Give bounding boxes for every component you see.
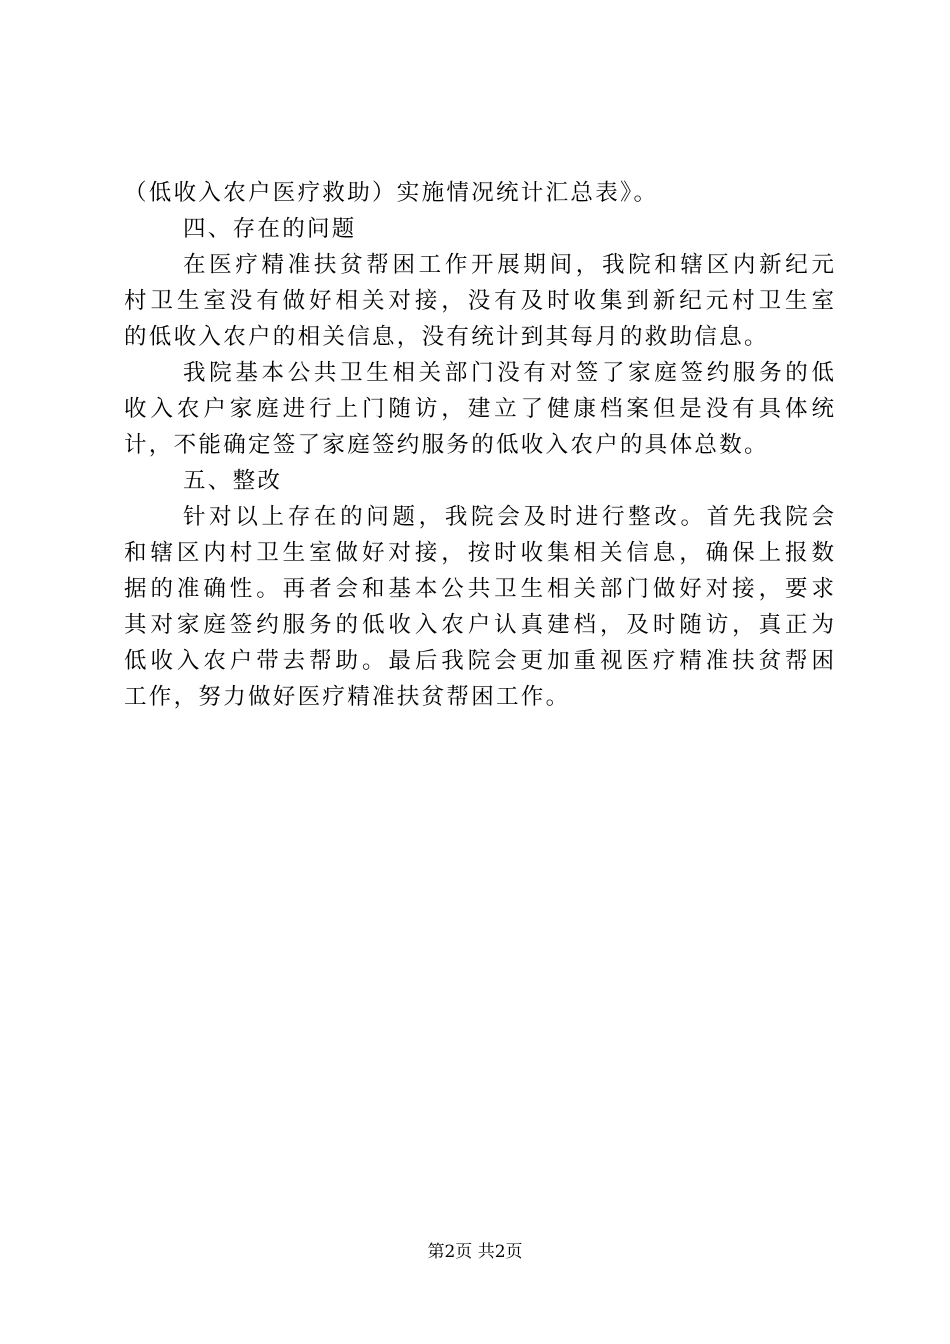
page-number-footer: 第2页 共2页 bbox=[427, 1242, 523, 1262]
paragraph-line: 在医疗精准扶贫帮困工作开展期间，我院和辖区内新纪元 bbox=[183, 252, 834, 278]
paragraph-line: 我院基本公共卫生相关部门没有对签了家庭签约服务的低 bbox=[183, 360, 834, 386]
document-body bbox=[124, 175, 834, 715]
text-line: （低收入农户医疗救助）实施情况统计汇总表》。 bbox=[124, 180, 659, 206]
paragraph-line: 低收入农户带去帮助。最后我院会更加重视医疗精准扶贫帮困 bbox=[124, 648, 834, 674]
paragraph-line: 针对以上存在的问题，我院会及时进行整改。首先我院会 bbox=[183, 504, 834, 530]
paragraph-line: 工作，努力做好医疗精准扶贫帮困工作。 bbox=[124, 684, 571, 710]
paragraph-line: 的低收入农户的相关信息，没有统计到其每月的救助信息。 bbox=[124, 324, 769, 350]
paragraph-line: 村卫生室没有做好相关对接，没有及时收集到新纪元村卫生室 bbox=[124, 288, 834, 314]
section-heading-rectification: 五、整改 bbox=[183, 468, 283, 494]
section-heading-problems: 四、存在的问题 bbox=[183, 216, 357, 242]
paragraph-line: 和辖区内村卫生室做好对接，按时收集相关信息，确保上报数 bbox=[124, 540, 834, 566]
paragraph-line: 其对家庭签约服务的低收入农户认真建档，及时随访，真正为 bbox=[124, 612, 834, 638]
paragraph-line: 计，不能确定签了家庭签约服务的低收入农户的具体总数。 bbox=[124, 432, 769, 458]
paragraph-line: 据的准确性。再者会和基本公共卫生相关部门做好对接，要求 bbox=[124, 576, 834, 602]
paragraph-line: 收入农户家庭进行上门随访，建立了健康档案但是没有具体统 bbox=[124, 396, 834, 422]
